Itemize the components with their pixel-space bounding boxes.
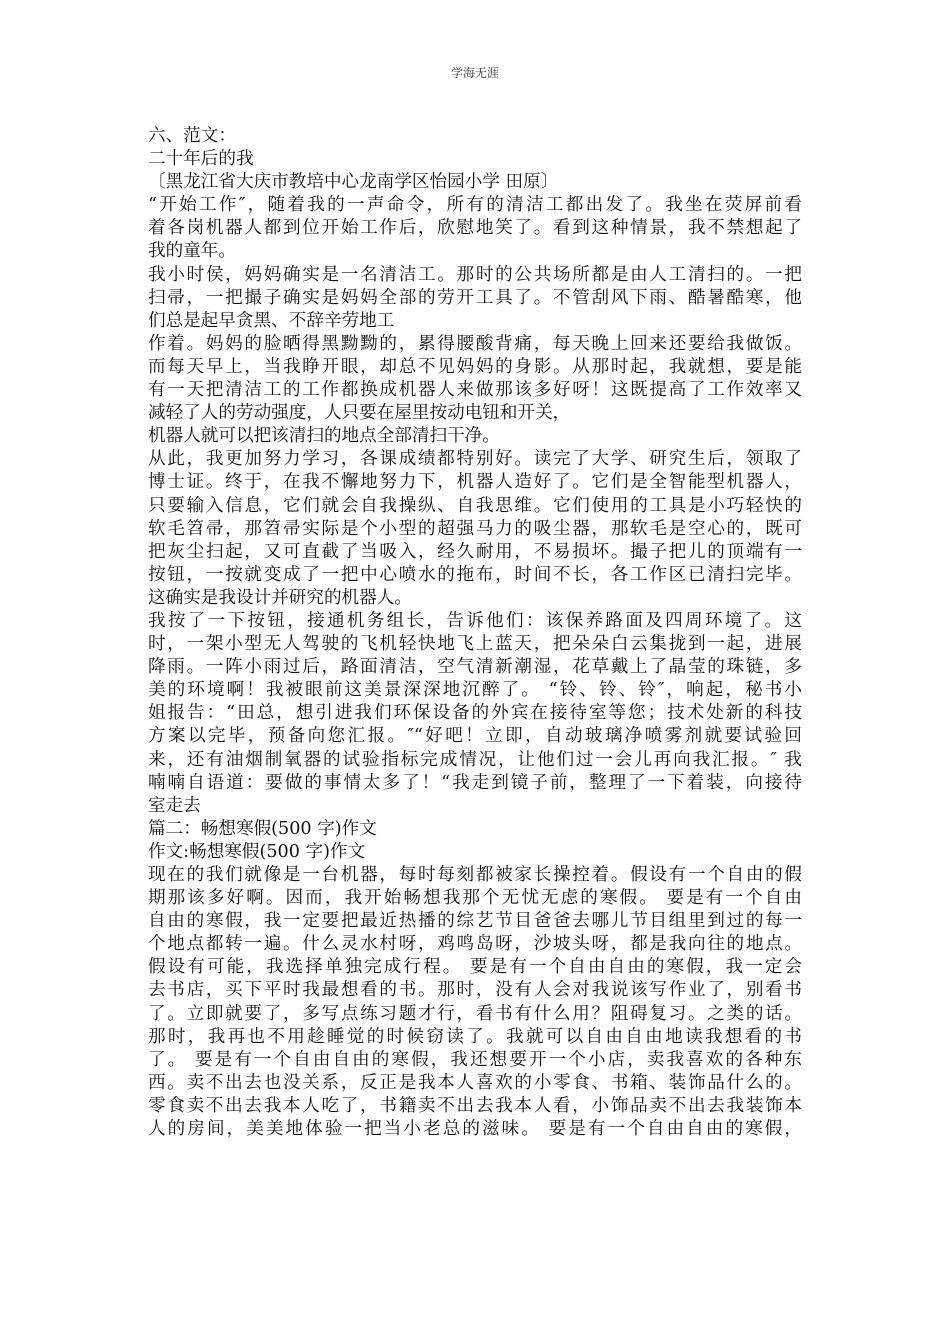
text-line: 二十年后的我 [148, 149, 254, 170]
document-body [148, 125, 802, 1141]
text-line: 扫帚，一把撮子确实是妈妈全部的劳开工具了。不管刮风下雨、酷暑酷寒，他 [148, 287, 802, 308]
text-line: 室走去 [148, 795, 201, 816]
text-line: 而每天早上，当我睁开眼，却总不见妈妈的身影。从那时起，我就想，要是能 [148, 356, 802, 377]
text-line: 们总是起早贪黑、不辞辛劳地工 [148, 310, 395, 331]
text-line: 了。 要是有一个自由自由的寒假，我还想要开一个小店，卖我喜欢的各种东 [148, 1049, 802, 1070]
text-line: 个地点都转一遍。什么灵水村呀，鸡鸣岛呀，沙坡头呀，都是我向往的地点。 [148, 934, 802, 955]
text-line: 降雨。一阵小雨过后，路面清洁，空气清新潮湿，花草戴上了晶莹的珠链，多 [148, 657, 802, 678]
text-line: 西。卖不出去也没关系，反正是我本人喜欢的小零食、书箱、装饰品什么的。 [148, 1072, 802, 1093]
text-line: 有一天把清洁工的工作都换成机器人来做那该多好呀！这既提高了工作效率又 [148, 380, 802, 401]
text-line: “开始工作″，随着我的一声命令，所有的清洁工都出发了。我坐在荧屏前看 [148, 195, 802, 216]
text-line: 我按了一下按钮，接通机务组长，告诉他们：该保养路面及四周环境了。这 [148, 610, 802, 631]
text-line: 减轻了人的劳动强度，人只要在屋里按动电钮和开关， [148, 403, 571, 424]
text-line: 博士证。终于，在我不懈地努力下，机器人造好了。它们是全智能型机器人， [148, 472, 802, 493]
text-line: 方案以完毕，预备向您汇报。″“好吧！立即，自动玻璃净喷雾剂就要试验回 [148, 726, 802, 747]
text-line: 从此，我更加努力学习，各课成绩都特别好。读完了大学、研究生后，领取了 [148, 449, 802, 470]
text-line: 假设有可能，我选择单独完成行程。 要是有一个自由自由的寒假，我一定会 [148, 957, 802, 978]
text-line: 作着。妈妈的脸晒得黑黝黝的，累得腰酸背痛，每天晚上回来还要给我做饭。 [148, 333, 802, 354]
text-line: 姐报告：“田总，想引进我们环保设备的外宾在接待室等您；技术处新的科技 [148, 703, 802, 724]
text-line: 这确实是我设计并研究的机器人。 [148, 587, 412, 608]
text-line: 来，还有油烟制氧器的试验指标完成情况，让他们过一会儿再向我汇报。″ 我 [148, 749, 802, 770]
text-line: 把灰尘扫起，又可直截了当吸入，经久耐用，不易损坏。撮子把儿的顶端有一 [148, 541, 802, 562]
text-line: 软毛笤帚，那笤帚实际是个小型的超强马力的吸尘器，那软毛是空心的，既可 [148, 518, 802, 539]
text-line: 六、范文： [148, 126, 236, 146]
text-line: 美的环境啊！我被眼前这美景深深地沉醉了。 “铃、铃、铃″，响起，秘书小 [148, 680, 802, 701]
text-line: 按钮，一按就变成了一把中心喷水的拖布，时间不长，各工作区已清扫完毕。 [148, 564, 802, 585]
text-line: 零食卖不出去我本人吃了，书籍卖不出去我本人看，小饰品卖不出去我装饰本 [148, 1095, 802, 1116]
text-line: 了。立即就要了，多写点练习题才行，看书有什么用？阻碍复习。之类的话。 [148, 1003, 802, 1024]
text-line: 我的童年。 [148, 241, 236, 262]
text-line: 自由的寒假，我一定要把最近热播的综艺节目爸爸去哪儿节目组里到过的每一 [148, 911, 802, 932]
text-line: 现在的我们就像是一台机器，每时每刻都被家长操控着。假设有一个自由的假 [148, 865, 802, 885]
text-line: 作文:畅想寒假(500 字)作文 [148, 841, 366, 862]
text-line: 去书店，买下平时我最想看的书。那时，没有人会对我说该写作业了，别看书 [148, 980, 802, 1001]
text-line: 那时，我再也不用趁睡觉的时候窃读了。我就可以自由自由地读我想看的书 [148, 1026, 802, 1047]
text-line: 喃喃自语道：要做的事情太多了！“我走到镜子前，整理了一下着装，向接待 [148, 772, 802, 793]
text-line: 期那该多好啊。因而，我开始畅想我那个无忧无虑的寒假。 要是有一个自由 [148, 888, 802, 909]
text-line: 机器人就可以把该清扫的地点全部清扫干净。 [148, 426, 500, 447]
text-line: 着各岗机器人都到位开始工作后，欣慰地笑了。看到这种情景，我不禁想起了 [148, 218, 802, 239]
page-header: 学海无涯 [450, 66, 499, 80]
text-line: 我小时侯，妈妈确实是一名清洁工。那时的公共场所都是由人工清扫的。一把 [148, 264, 802, 285]
text-line: 人的房间，美美地体验一把当小老总的滋味。 要是有一个自由自由的寒假， [148, 1119, 802, 1140]
text-line: 时，一架小型无人驾驶的飞机轻快地飞上蓝天，把朵朵白云集拢到一起，进展 [148, 634, 802, 655]
text-line: 只要输入信息，它们就会自我操纵、自我思维。它们使用的工具是小巧轻快的 [148, 495, 802, 516]
text-line: 〔黑龙江省大庆市教培中心龙南学区怡园小学 田原〕 [148, 172, 559, 193]
text-line: 篇二：畅想寒假(500 字)作文 [148, 818, 377, 839]
